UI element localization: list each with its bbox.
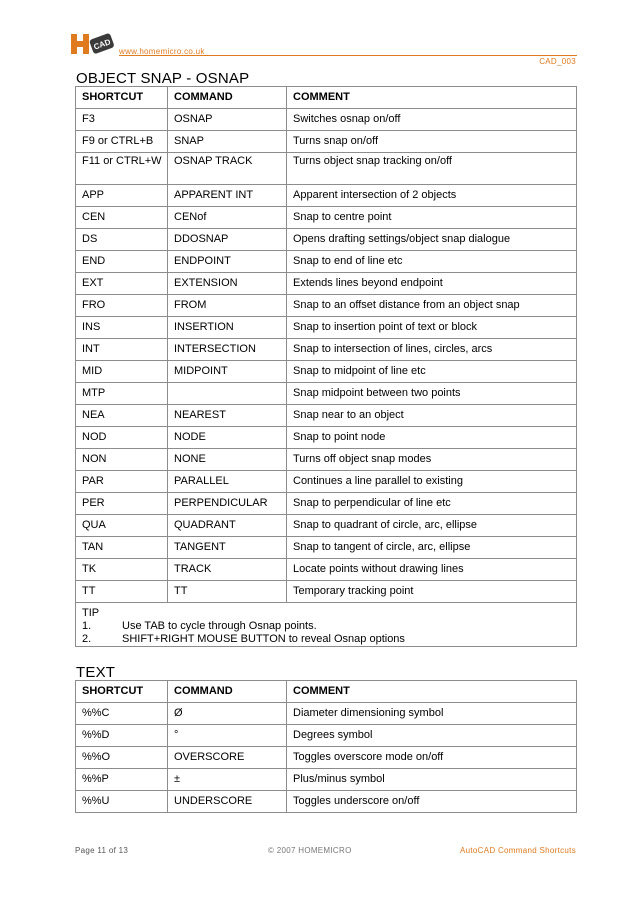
shortcut-cell: NON xyxy=(76,449,168,471)
table-row xyxy=(76,515,577,537)
column-header-command: COMMAND xyxy=(168,87,287,109)
page-number: Page 11 of 13 xyxy=(75,846,129,855)
table-row xyxy=(76,725,577,747)
command-cell: TANGENT xyxy=(168,537,287,559)
command-cell: MIDPOINT xyxy=(168,361,287,383)
command-cell xyxy=(168,383,287,405)
command-cell: OSNAP xyxy=(168,109,287,131)
shortcut-cell: NOD xyxy=(76,427,168,449)
shortcut-cell: NEA xyxy=(76,405,168,427)
shortcut-cell: EXT xyxy=(76,273,168,295)
comment-cell: Snap to intersection of lines, circles, arcs xyxy=(287,339,577,361)
shortcut-cell: %%P xyxy=(76,769,168,791)
tip-label: TIP xyxy=(82,607,100,619)
column-header-comment: COMMENT xyxy=(287,87,577,109)
shortcut-cell: TK xyxy=(76,559,168,581)
shortcut-cell: %%C xyxy=(76,703,168,725)
shortcut-cell: MID xyxy=(76,361,168,383)
comment-cell: Continues a line parallel to existing xyxy=(287,471,577,493)
table-row xyxy=(76,339,577,361)
comment-cell: Turns object snap tracking on/off xyxy=(287,153,577,185)
table-row xyxy=(76,449,577,471)
command-cell: NODE xyxy=(168,427,287,449)
command-cell: DDOSNAP xyxy=(168,229,287,251)
tip-item xyxy=(82,633,576,646)
table-row xyxy=(76,559,577,581)
tip-item xyxy=(82,620,576,633)
comment-cell: Snap to perpendicular of line etc xyxy=(287,493,577,515)
command-cell: CENof xyxy=(168,207,287,229)
shortcut-cell: %%D xyxy=(76,725,168,747)
command-cell: TRACK xyxy=(168,559,287,581)
table-row xyxy=(76,581,577,603)
command-cell: PERPENDICULAR xyxy=(168,493,287,515)
table-row xyxy=(76,131,577,153)
header-rule xyxy=(119,55,577,56)
table-row xyxy=(76,493,577,515)
comment-cell: Snap to tangent of circle, arc, ellipse xyxy=(287,537,577,559)
shortcut-cell: INS xyxy=(76,317,168,339)
comment-cell: Turns off object snap modes xyxy=(287,449,577,471)
comment-cell: Snap to midpoint of line etc xyxy=(287,361,577,383)
table-row xyxy=(76,361,577,383)
comment-cell: Toggles underscore on/off xyxy=(287,791,577,813)
command-cell: NONE xyxy=(168,449,287,471)
tip-number: 1. xyxy=(82,620,92,632)
table-row xyxy=(76,471,577,493)
tip-text: SHIFT+RIGHT MOUSE BUTTON to reveal Osnap options xyxy=(122,633,405,645)
table-row xyxy=(76,273,577,295)
site-url: www.homemicro.co.uk xyxy=(119,47,205,56)
text-header-row xyxy=(76,681,577,703)
table-row xyxy=(76,295,577,317)
tip-cell xyxy=(76,603,577,647)
table-row xyxy=(76,251,577,273)
osnap-header-row xyxy=(76,87,577,109)
command-cell: PARALLEL xyxy=(168,471,287,493)
command-cell: ° xyxy=(168,725,287,747)
column-header-shortcut: SHORTCUT xyxy=(76,681,168,703)
shortcut-cell: QUA xyxy=(76,515,168,537)
table-row xyxy=(76,747,577,769)
comment-cell: Toggles overscore mode on/off xyxy=(287,747,577,769)
shortcut-cell: DS xyxy=(76,229,168,251)
text-section-title: TEXT xyxy=(76,664,116,681)
comment-cell: Extends lines beyond endpoint xyxy=(287,273,577,295)
command-cell: TT xyxy=(168,581,287,603)
command-cell: INSERTION xyxy=(168,317,287,339)
table-row xyxy=(76,109,577,131)
shortcut-cell: TT xyxy=(76,581,168,603)
column-header-command: COMMAND xyxy=(168,681,287,703)
shortcut-cell: TAN xyxy=(76,537,168,559)
comment-cell: Switches osnap on/off xyxy=(287,109,577,131)
command-cell: EXTENSION xyxy=(168,273,287,295)
command-cell: OSNAP TRACK xyxy=(168,153,287,185)
column-header-shortcut: SHORTCUT xyxy=(76,87,168,109)
command-cell: UNDERSCORE xyxy=(168,791,287,813)
shortcut-cell: APP xyxy=(76,185,168,207)
comment-cell: Locate points without drawing lines xyxy=(287,559,577,581)
table-row xyxy=(76,383,577,405)
column-header-comment: COMMENT xyxy=(287,681,577,703)
comment-cell: Opens drafting settings/object snap dialogue xyxy=(287,229,577,251)
shortcut-cell: F3 xyxy=(76,109,168,131)
table-row xyxy=(76,229,577,251)
homemicro-logo xyxy=(71,32,115,56)
comment-cell: Turns snap on/off xyxy=(287,131,577,153)
comment-cell: Diameter dimensioning symbol xyxy=(287,703,577,725)
osnap-table xyxy=(75,86,577,647)
command-cell: Ø xyxy=(168,703,287,725)
tip-row xyxy=(76,603,577,647)
comment-cell: Degrees symbol xyxy=(287,725,577,747)
svg-text:CAD: CAD xyxy=(92,37,112,52)
tip-number: 2. xyxy=(82,633,92,645)
comment-cell: Temporary tracking point xyxy=(287,581,577,603)
text-table xyxy=(75,680,577,813)
command-cell: ENDPOINT xyxy=(168,251,287,273)
shortcut-cell: END xyxy=(76,251,168,273)
comment-cell: Snap near to an object xyxy=(287,405,577,427)
command-cell: OVERSCORE xyxy=(168,747,287,769)
table-row xyxy=(76,537,577,559)
comment-cell: Snap to an offset distance from an object snap xyxy=(287,295,577,317)
comment-cell: Snap to centre point xyxy=(287,207,577,229)
table-row xyxy=(76,769,577,791)
command-cell: FROM xyxy=(168,295,287,317)
comment-cell: Snap to insertion point of text or block xyxy=(287,317,577,339)
comment-cell: Snap to point node xyxy=(287,427,577,449)
table-row xyxy=(76,405,577,427)
comment-cell: Snap midpoint between two points xyxy=(287,383,577,405)
table-row xyxy=(76,185,577,207)
table-row xyxy=(76,427,577,449)
tip-text: Use TAB to cycle through Osnap points. xyxy=(122,620,317,632)
shortcut-cell: F11 or CTRL+W xyxy=(76,153,168,185)
osnap-section-title: OBJECT SNAP - OSNAP xyxy=(76,70,250,87)
shortcut-cell: INT xyxy=(76,339,168,361)
shortcut-cell: MTP xyxy=(76,383,168,405)
table-row xyxy=(76,791,577,813)
copyright: © 2007 HOMEMICRO xyxy=(268,846,352,855)
table-row xyxy=(76,317,577,339)
shortcut-cell: CEN xyxy=(76,207,168,229)
shortcut-cell: PAR xyxy=(76,471,168,493)
shortcut-cell: PER xyxy=(76,493,168,515)
comment-cell: Snap to quadrant of circle, arc, ellipse xyxy=(287,515,577,537)
table-row xyxy=(76,153,577,185)
command-cell: INTERSECTION xyxy=(168,339,287,361)
table-row xyxy=(76,207,577,229)
comment-cell: Apparent intersection of 2 objects xyxy=(287,185,577,207)
document-title: AutoCAD Command Shortcuts xyxy=(460,846,576,855)
shortcut-cell: FRO xyxy=(76,295,168,317)
table-row xyxy=(76,703,577,725)
shortcut-cell: %%U xyxy=(76,791,168,813)
shortcut-cell: %%O xyxy=(76,747,168,769)
shortcut-cell: F9 or CTRL+B xyxy=(76,131,168,153)
command-cell: NEAREST xyxy=(168,405,287,427)
command-cell: APPARENT INT xyxy=(168,185,287,207)
command-cell: QUADRANT xyxy=(168,515,287,537)
command-cell: ± xyxy=(168,769,287,791)
comment-cell: Plus/minus symbol xyxy=(287,769,577,791)
comment-cell: Snap to end of line etc xyxy=(287,251,577,273)
doc-code: CAD_003 xyxy=(539,57,576,66)
command-cell: SNAP xyxy=(168,131,287,153)
